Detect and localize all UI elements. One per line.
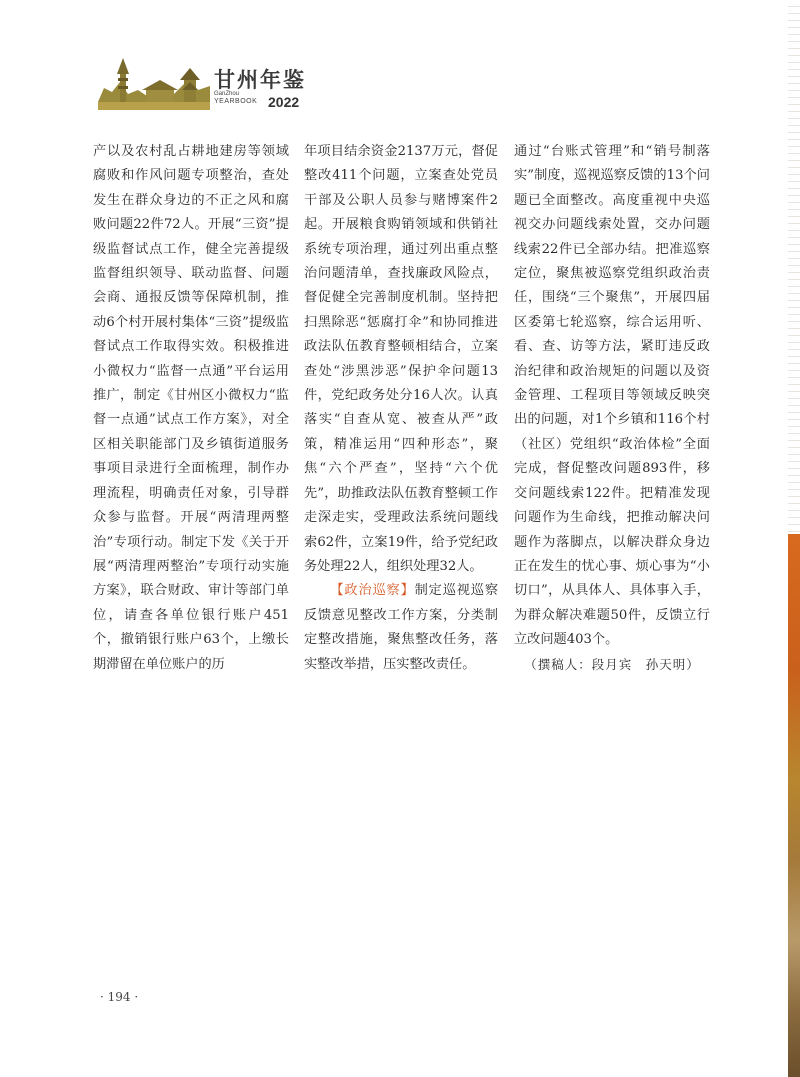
paragraph-text: 制定巡视巡察反馈意见整改工作方案，分类制定整改措施，聚焦整改任务，落实整改举措，压实整改责任。	[304, 583, 499, 672]
text-column-2	[304, 140, 498, 677]
page-number: · 194 ·	[100, 990, 139, 1004]
page-edge-color-band	[788, 534, 800, 1077]
text-column-3	[514, 140, 710, 677]
paragraph: 通过“台账式管理”和“销号制落实”制度，巡视巡察反馈的13个问题已全面整改。高度重视中央巡视交办问题线索处置，交办问题线索22件已全部办结。把准巡察定位，聚焦被巡察党组织政治责任，围绕“三个聚焦”，开展四届区委第七轮巡察，综合运用听、看、查、访等方法，紧盯违反政治纪律和政治规矩的问题以及资金管理、工程项目等领域反映突出的问题，对1个乡镇和116个村（社区）党组织“政治体检”全面完成，督促整改问题893件，移交问题线索122件。把精准发现问题作为生命线，把推动解决问题作为落脚点，以解决群众身边正在发生的忧心事、烦心事为“小切口”，从具体人、具体事入手，为群众解决难题50件，反馈立行立改问题403个。	[514, 144, 710, 648]
yearbook-header	[98, 58, 338, 112]
text-column-1	[93, 140, 289, 677]
political-inspection-paragraph	[304, 579, 498, 677]
yearbook-subtitle-yearbook: YEARBOOK	[214, 98, 258, 105]
yearbook-subtitle-ganzhou: GanZhou	[214, 91, 240, 97]
paragraph: 年项目结余资金2137万元，督促整改411个问题，立案查处党员干部及公职人员参与赌博案件2起。开展粮食购销领域和供销社系统专项治理，通过列出重点整治问题清单，查找廉政风险点，督促健全完善制度机制。坚持把扫黑除恶“惩腐打伞”和协同推进政法队伍教育整顿相结合，立案查处“涉黑涉恶”保护伞问题13件，党纪政务处分16人次。认真落实“自查从宽、被查从严”政策，精准运用“四种形态”，聚焦“六个严查”，坚持“六个优先”，助推政法队伍教育整顿工作走深走实，受理政法系统问题线索62件，立案19件，给予党纪政务处理22人，组织处理32人。	[304, 144, 498, 574]
section-tag: 【政治巡察】	[330, 583, 415, 599]
landmark-logo-icon	[98, 58, 210, 110]
yearbook-year: 2022	[268, 94, 300, 110]
yearbook-title: 甘州年鉴	[214, 67, 306, 92]
author-credit: （撰稿人：段月宾 孙天明）	[524, 656, 700, 672]
paragraph: 产以及农村乱占耕地建房等领域腐败和作风问题专项整治，查处发生在群众身边的不正之风和腐败问题22件72人。开展“三资”提级监督试点工作，健全完善提级监督组织领导、联动监督、问题会商、通报反馈等保障机制，推动6个村开展村集体“三资”提级监督试点工作取得实效。积极推进小微权力“监督一点通”平台运用推广，制定《甘州区小微权力“监督一点通”试点工作方案》，对全区相关职能部门及乡镇街道服务事项目录进行全面梳理，制作办理流程，明确责任对象，引导群众参与监督。开展“两清理两整治”专项行动。制定下发《关于开展“两清理两整治”专项行动实施方案》，联合财政、审计等部门单位，请查各单位银行账户451个，撤销银行账户63个，上缴长期滞留在单位账户的历	[93, 144, 289, 672]
